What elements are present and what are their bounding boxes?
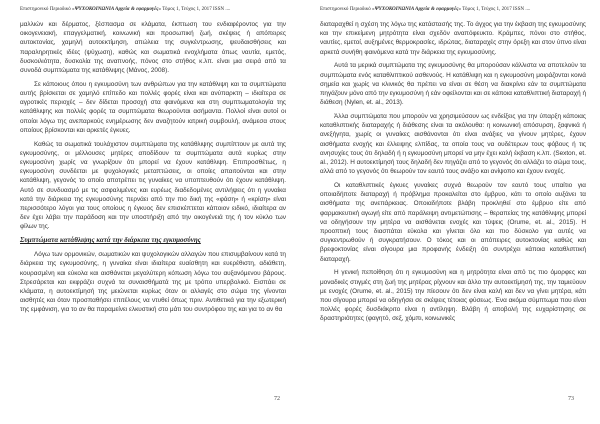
journal-title: ΨΥΧΟΚΟΙΝΩΝΙΑ Αρχεία & εφαρμογές (74, 6, 159, 12)
header-suffix: » Τόμος 1, Τεύχος 1, 2017 ISSN .... (158, 6, 231, 12)
right-page (300, 0, 600, 424)
body-paragraph: Σε κάποιους όπου η εγκυμοσύνη των ανθρώπων για την κατάθλιψη και τα συμπτώματα αυτής βρίσκεται σε χαμηλό επίπεδο και πολλές φορές είναι και ανύπαρκτη – ιδιαίτερα σε αγροτικές περιοχές – δεν δίδεται προσοχή στα φαινόμενα και στη συμπτωματολογία της κατάθλιψης και πολλές φορές τα συμπτώματα θεωρούνται ασήμαντα. Πολλοί είναι αυτοί οι οποίοι λόγω της ανεπαρκούς ενημέρωσης δεν αναζητούν ιατρική συμβουλή, ανάμεσα στους οποίους βρίσκονται και αρκετές έγκυες. (20, 80, 286, 134)
body-paragraph: μαλλιών και δέρματος, ξέσπασμα σε κλάματα, έκπτωση του ενδιαφέροντος για την οικογενειακή, επαγγελματική, κοινωνική και προσωπική ζωή, σκέψεις ή απόπειρες αυτοκτονίας, χαμηλή αυτοεκτίμηση, απώλεια της συγκέντρωσης, ψευδαισθήσεις και παραληρητικές ιδέες (ψύχωση), καθώς και σωματικά ενοχλήματα όπως ναυτία, εμετός, δυσκοιλιότητα, δυσκολία της αναπνοής, πόνος στο στήθος κ.λπ. είναι μια σειρά από τα συνοδά συμπτώματα της κατάθλιψης (Μάνος, 2008). (20, 21, 286, 75)
body-paragraph: Καθώς τα σωματικά τουλάχιστον συμπτώματα της κατάθλιψης συμπίπτουν με αυτά της εγκυμοσύνης, οι μέλλουσες μητέρες αποδίδουν τα συμπτώματα αυτά κυρίως στην εγκυμοσύνη χωρίς να γνωρίζουν ότι μπορεί να έχουν κατάθλιψη. Επιπροσθέτως, η εγκυμοσύνη συνδέεται με ψυχολογικές μεταπτώσεις, οι οποίες απαιτούνται και στην κατάθλιψη, γεγονός το οποίο αποτρέπει τις γυναίκες να υποπτευθούν ότι έχουν κατάθλιψη. Αυτό σε συνδυασμό με τις ασφαλιμένες και ευρέως διαδεδομένες αντιλήψεις ότι η γυναίκα κατά την διάρκεια της εγκυμοσύνης περνάει από την πιο δική της «φάση» ή «κρίση» είναι περισσότερο λόγοι για τους οποίους η έγκυος δεν επισκέπτεται κάποιον ειδικό, ιδιαίτερα αν δεν έχει λάβει την παράδοση και την υποστήριξη από την οικογένειά της ή τον κύκλο των φίλων της. (20, 140, 286, 231)
running-header (20, 6, 286, 12)
body-paragraph: Οι καταθλιπτικές έγκυες γυναίκες συχνά θεωρούν τον εαυτό τους υπαίτιο για οποιαδήποτε διαταραχή ή πρόβλημα προκαλείται στο έμβρυο, κάτι το οποίο αυξάνει τα αισθήματα της ανεπάρκειας. Οποιαδήποτε βλάβη προκληθεί στο έμβρυο είτε από φαρμακευτική αγωγή είτε από παράλειψη αντιμετώπισης – θεραπείας της κατάθλιψης μπορεί να οδηγήσουν την μητέρα να αισθάνεται ενοχές και τύψεις (Orume, et. al., 2015). Η προοπτική τους διασπάται εύκολα και γίνεται όλο και πιο δύσκολο για αυτές να συγκεντρωθούν ή συγκρατήσουν. Ο τόκος και οι απόπειρες αυτοκτονίας καθώς και βρεφοκτονίας είναι σίγουρα μια προφανής ένδειξη ότι συντρέχει κάποια καταθλιπτική διαταραχή. (320, 182, 586, 263)
header-suffix: » Τόμος 1, Τεύχος 1, 2017 ISSN .... (458, 6, 531, 12)
body-paragraph: Η γενική πεποίθηση ότι η εγκυμοσύνη και η μητρότητα είναι από τις πιο όμορφες και μοναδικές στιγμές στη ζωή της μητέρας ρίχνουν και άλλο την αυτοεκτίμησή της, την ταμιεύουν με ενοχές (Orume, et. al., 2015) την πίεσουν ότι δεν είναι καλή και δεν να γίνει μητέρα, κάτι που σίγουρα μπορεί να οδηγήσει σε σκέψεις τέτοιας φύσεως. Ένα ακόμα σύμπτωμα που είναι πολλές φορές δυσδιάκριτο είναι η αντίληψη. Βλάβη ή αποβολή της ευχαρίστησης σε δραστηριότητες (φαγητό, σεξ, χόμπι, κοινωνικές (320, 269, 586, 323)
header-prefix: Επιστημονικό Περιοδικό « (20, 6, 75, 12)
page-number: 73 (568, 396, 574, 402)
page-number: 72 (274, 396, 280, 402)
left-page-body (20, 20, 286, 319)
body-paragraph: Αυτά τα μερικά συμπτώματα της εγκυμοσύνης θα μπορούσαν κάλλιστα να αποτελούν τα συμπτώματα ενός καταθλιπτικού ασθενούς. Η κατάθλιψη και η εγκυμοσύνη μοιράζονται κοινά σημεία και χωρίς να κλινικός θα πρέπει να είναι σε θέση να διακρίνει εάν τα συμπτώματα πηγάζουν μόνο από την εγκυμοσύνη ή εάν οφείλονται και σε κάποια καταθλιπτική διαταραχή ή διάθεση (Nylen, et. al., 2013). (320, 62, 586, 107)
header-prefix: Επιστημονικό Περιοδικό « (320, 6, 375, 12)
right-page-body (320, 20, 586, 328)
body-paragraph: Άλλα συμπτώματα που μπορούν να χρησιμεύσουν ως ενδείξεις για την ύπαρξη κάποιας καταθλιπτικής διαταραχής ή διάθεσης είναι τα ακόλουθα: η κοινωνική απόσυρση, ξαφνικά ή ανεξήγητα, χωρίς οι γυναίκες αισθάνονται ότι είναι ανάξιες να γίνουν μητέρες, έχουν αισθήματα ενοχής και έλλειψης ελπίδας, τα οποία τους να ουδέτερων τους φόβους ή τις ανησυχίες τους ότι δηλαδή ή η εγκυμοσύνη μπορεί να μην έχει καλή έκβαση κ.λπ. (Sexton, et. al., 2012). Η αυτοεκτίμησή τους δηλαδή δεν πηγάζει από το γεγονός ότι αλλάζει το σώμα τους, αλλά από το γεγονός ότι θεωρούν τον εαυτό τους ανάξιο και ανίψοπο και έχουν ενοχές. (320, 113, 586, 176)
journal-title: ΨΥΧΟΚΟΙΝΩΝΙΑ Αρχεία & εφαρμογές (374, 6, 459, 12)
section-heading: Συμπτώματα κατάθλιψης κατά την διάρκεια της εγκυμοσύνης (20, 236, 201, 245)
body-paragraph: διαταραχθεί η σχέση της λόγω της κατάστασής της. Το άγχος για την έκβαση της εγκυμοσύνης και την επικείμενη μητρότητα είναι σχεδόν αναπόφευκτο. Κράμπες, πόνοι στο στήθος, ναυτίες, εμετοί, αυξημένες θερμοκρασίες, ιδρώτας, διαταραχές στην όρεξη και στον ύπνο είναι αρκετά συνήθη φαινόμενα κατά την διάρκεια της εγκυμοσύνης. (320, 21, 586, 56)
running-header (320, 6, 586, 12)
body-paragraph: Λόγω των ορμονικών, σωματικών και ψυχολογικών αλλαγών που επισυμβαίνουν κατά τη διάρκεια της εγκυμοσύνης, η γυναίκα είναι ιδιαίτερα ευαίσθητη και ευερέθιστη, αδιάθετη, κουρασμένη και εύκολα και αισθάνεται μεγαλύτερη κόπωση λόγω του αυξανόμενου βάρους. Στρεσάρεται και εκφράζει συχνά τα συναισθήματά της με τρόπο υπερβολικό. Εισπάει σε κλάματα, η αυτοεκτίμησή της μειώνεται κυρίως όταν οι αλλαγές στο σώμα της γίνονται αισθητές και όταν προσπαθήσει επιτέλους να ντυθεί όπως πριν. Αντιθετικά για την εξωτερική της εμφάνιση, για το αν θα παραμείνει ελκυστική στο μάτι του συντρόφου της και για το αν θα (20, 251, 286, 314)
